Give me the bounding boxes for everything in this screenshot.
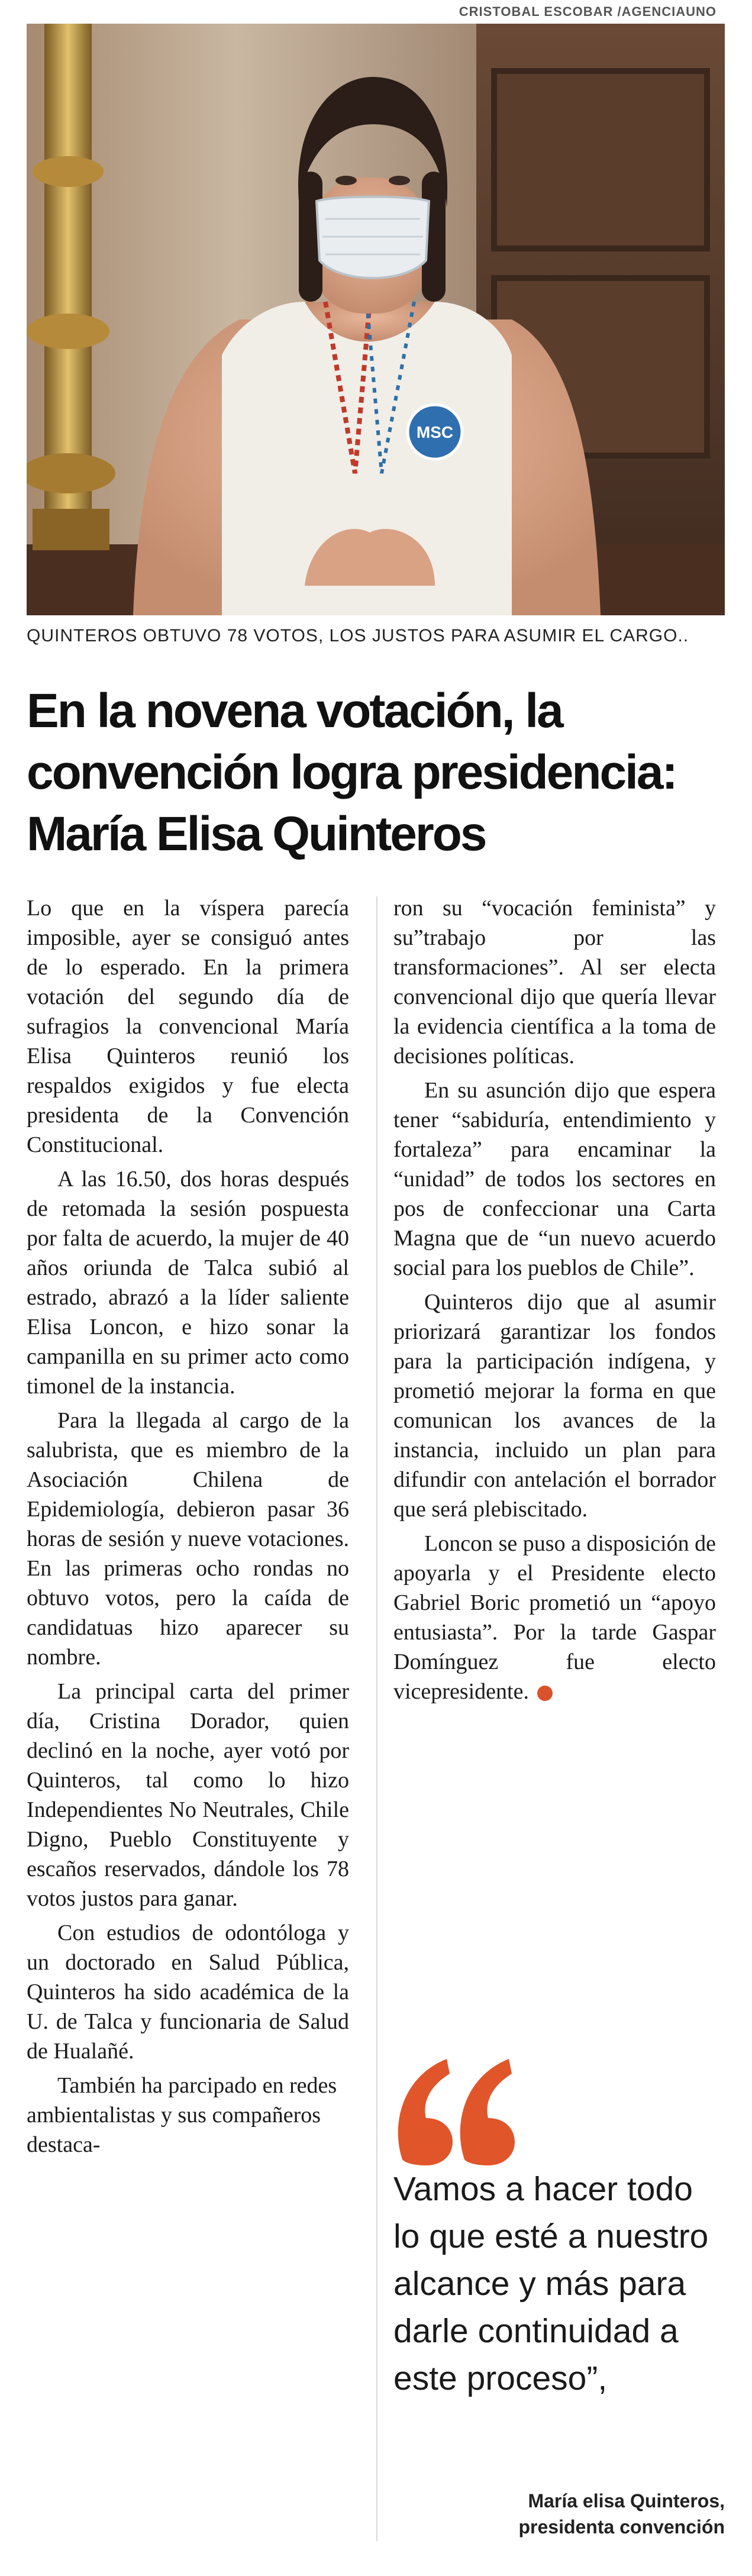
quote-mark-icon bbox=[390, 2053, 521, 2165]
paragraph: ron su “vocación feminista” y su”trabajo por las transformaciones”. Al ser electa convencional dijo que quería llevar la evidencia científica a la toma de decisiones políticas. bbox=[393, 896, 716, 1069]
paragraph-last bbox=[393, 1529, 716, 1706]
article-column-right bbox=[393, 893, 716, 1711]
msc-badge-text: MSC bbox=[416, 423, 454, 441]
pull-quote-author bbox=[393, 2488, 725, 2540]
headline: En la novena votación, la convención logra presidencia: María Elisa Quinteros bbox=[27, 684, 676, 861]
pull-quote-text: Vamos a hacer todo lo que esté a nuestro alcance y más para darle continuidad a este proceso”, bbox=[393, 2170, 709, 2397]
paragraph: La principal carta del primer día, Cristina Dorador, quien declinó en la noche, ayer votó por Quinteros, tal como lo hizo Independientes No Neutrales, Chile Digno, Pueblo Constituyente y escaños reservados, dándole los 78 votos justos para ganar. bbox=[27, 1679, 349, 1911]
photo-illustration bbox=[27, 24, 725, 615]
pull-quote-author-name: María elisa Quinteros, bbox=[528, 2490, 725, 2512]
paragraph: Para la llegada al cargo de la salubrista, que es miembro de la Asociación Chilena de Epidemiología, debieron pasar 36 horas de sesión y nueve votaciones. En las primeras ocho rondas no obtuvo votos, pero la caída de candidatuas hizo aparecer su nombre. bbox=[27, 1408, 349, 1670]
paragraph: En su asunción dijo que espera tener “sabiduría, entendimiento y fortaleza” para encaminar la “unidad” de todos los sectores en pos de confeccionar una Carta Magna que de “un nuevo acuerdo social para los pueblos de Chile”. bbox=[393, 1078, 716, 1280]
paragraph-text: Loncon se puso a disposición de apoyarla y el Presidente electo Gabriel Boric prometió un “apoyo entusiasta”. Por la tarde Gaspar Domínguez fue electo vicepresidente. bbox=[393, 1531, 716, 1704]
paragraph: Con estudios de odontóloga y un doctorado en Salud Pública, Quinteros ha sido académica de la U. de Talca y funcionaria de Salud de Hualañé. bbox=[27, 1920, 349, 2064]
paragraph: También ha parcipado en redes ambientalistas y sus compañeros destaca- bbox=[27, 2073, 337, 2157]
paragraph: A las 16.50, dos horas después de retomada la sesión pospuesta por falta de acuerdo, la mujer de 40 años oriunda de Talca subió al estrado, abrazó a la líder saliente Elisa Loncon, e hizo sonar la campanilla en su primer acto como timonel de la instancia. bbox=[27, 1167, 349, 1399]
end-of-article-icon: ✪ bbox=[537, 1686, 553, 1701]
article-column-left bbox=[27, 893, 349, 2164]
article-photo bbox=[27, 24, 725, 615]
column-divider bbox=[376, 896, 377, 2541]
photo-caption: QUINTEROS OBTUVO 78 VOTOS, LOS JUSTOS PARA ASUMIR EL CARGO.. bbox=[27, 626, 689, 645]
pull-quote-author-role: presidenta convención bbox=[518, 2516, 725, 2538]
paragraph: Lo que en la víspera parecía imposible, ayer se consiguó antes de lo esperado. En la primera votación del segundo día de sufragios la convencional María Elisa Quinteros reunió los respaldos exigidos y fue electa presidenta de la Convención Constitucional. bbox=[27, 896, 349, 1157]
paragraph: Quinteros dijo que al asumir priorizará garantizar los fondos para la participación indígena, y prometió mejorar la forma en que comunican los avances de la instancia, incluido un plan para difundir con antelación el borrador que será plebiscitado. bbox=[393, 1290, 716, 1522]
photo-credit: CRISTOBAL ESCOBAR /AGENCIAUNO bbox=[459, 4, 717, 19]
